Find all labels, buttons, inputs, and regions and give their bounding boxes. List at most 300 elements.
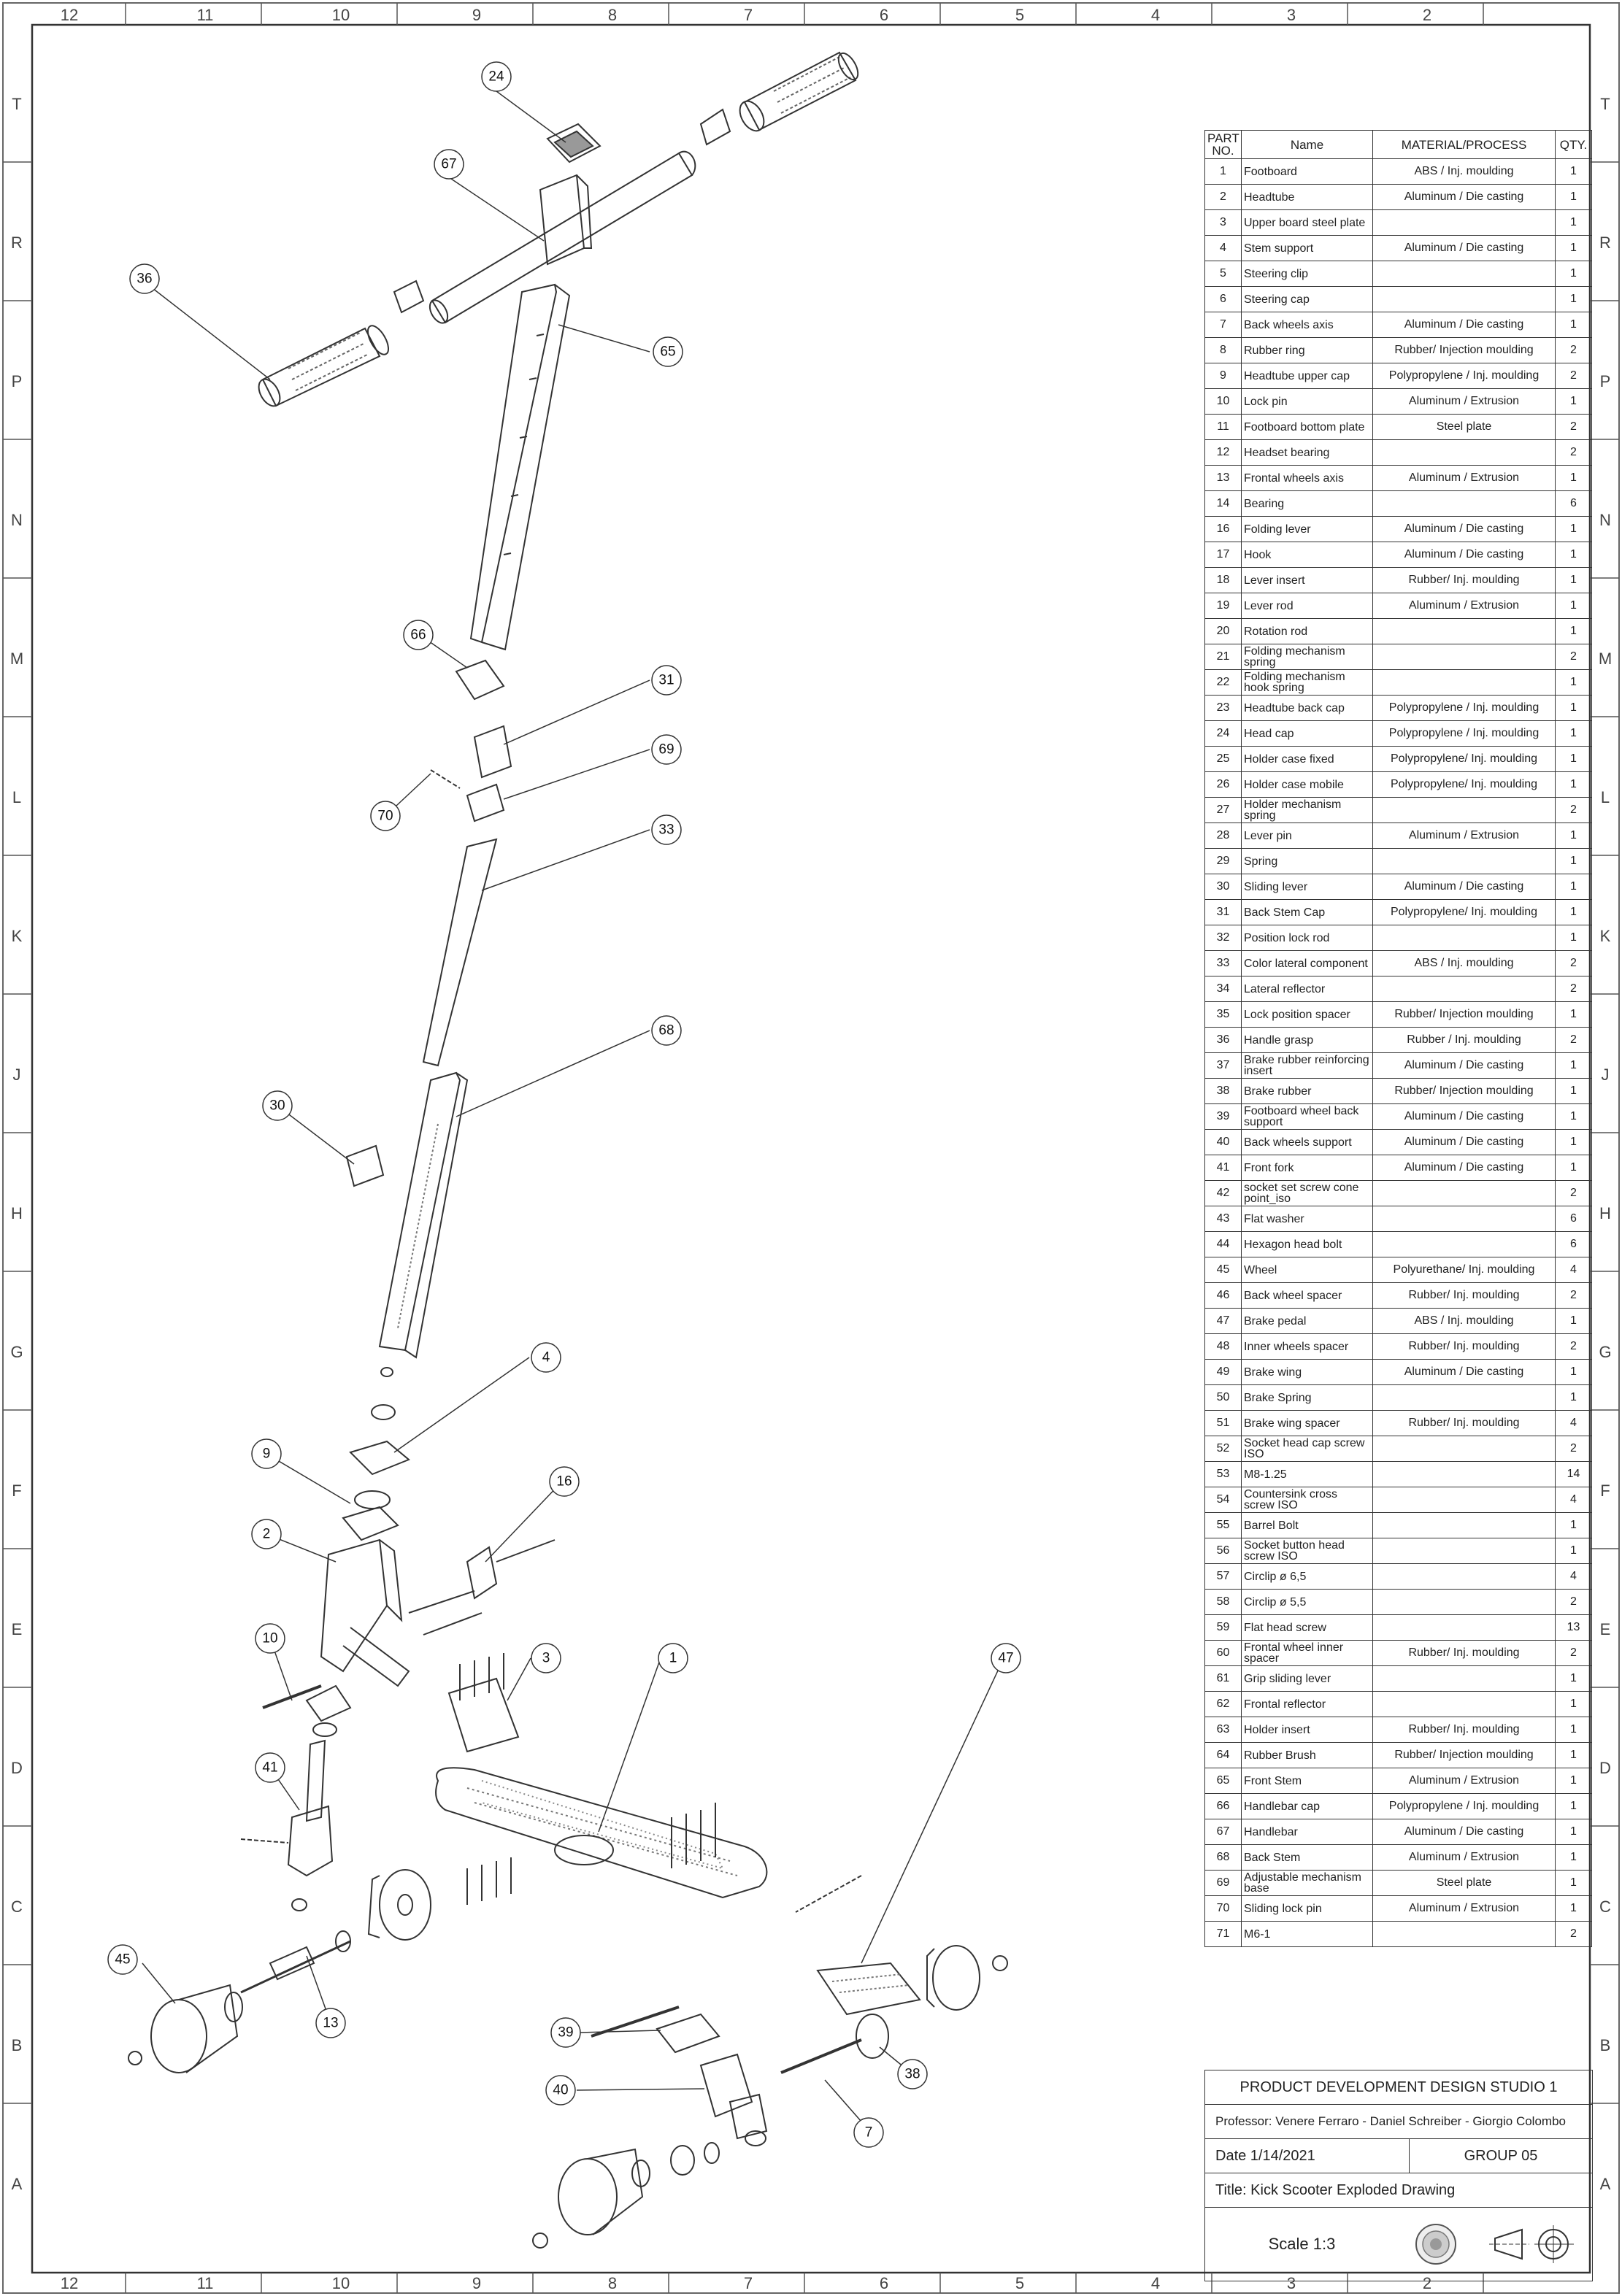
part-material: Aluminum / Die casting [1373,542,1556,568]
part-name: Headtube [1242,185,1373,210]
part-material: Rubber / Inj. moulding [1373,1028,1556,1053]
callout-66 [404,620,433,650]
zone-number-top: 5 [1015,6,1025,24]
callout-1 [658,1644,688,1673]
part-quantity: 1 [1556,1538,1592,1564]
material-header: MATERIAL/PROCESS [1373,131,1556,159]
part-quantity: 1 [1556,721,1592,747]
part-material: Polypropylene/ Inj. moulding [1373,900,1556,925]
projection-symbol-icon [1489,2222,1577,2266]
part-name: Circlip ø 5,5 [1242,1590,1373,1615]
part-material: Steel plate [1373,1871,1556,1896]
part-quantity: 1 [1556,1871,1592,1896]
part-quantity: 1 [1556,823,1592,849]
callout-13 [316,2008,345,2038]
part-name: Frontal wheels axis [1242,466,1373,491]
part-number: 31 [1205,900,1242,925]
part-number: 7 [1205,312,1242,338]
zone-letter-right: K [1599,927,1611,945]
bom-row [1205,1309,1592,1334]
zone-number-top: 11 [196,6,214,24]
bom-row [1205,1104,1592,1130]
part-number: 1 [1205,159,1242,185]
part-name: Sliding lock pin [1242,1896,1373,1922]
part-number: 43 [1205,1206,1242,1232]
bom-row [1205,568,1592,593]
part-name: Folding mechanism hook spring [1242,670,1373,696]
part-quantity: 13 [1556,1615,1592,1641]
part-quantity: 6 [1556,491,1592,517]
part-material: Polypropylene / Inj. moulding [1373,696,1556,721]
part-quantity: 1 [1556,312,1592,338]
professors-text: Professor: Venere Ferraro - Daniel Schreiber - Giorgio Colombo [1215,2114,1566,2128]
part-number: 50 [1205,1385,1242,1411]
part-name: Footboard bottom plate [1242,415,1373,440]
part-quantity: 4 [1556,1564,1592,1590]
part-number: 32 [1205,925,1242,951]
part-number: 19 [1205,593,1242,619]
bom-row [1205,440,1592,466]
bom-row [1205,1768,1592,1794]
part-name: Lever pin [1242,823,1373,849]
part-number: 60 [1205,1641,1242,1666]
part-name: Spring [1242,849,1373,874]
part-material [1373,619,1556,644]
zone-number-bottom: 4 [1150,2274,1161,2292]
callout-label: 69 [658,741,674,758]
bom-row [1205,389,1592,415]
bom-row [1205,951,1592,976]
part-material: Rubber/ Injection moulding [1373,1079,1556,1104]
part-material: Aluminum / Extrusion [1373,593,1556,619]
front-fork-part [241,1741,332,1911]
part-quantity: 1 [1556,1666,1592,1692]
part-number: 66 [1205,1794,1242,1819]
zone-letter-right: J [1601,1066,1610,1084]
part-material: Aluminum / Die casting [1373,1155,1556,1181]
zone-letter-left: G [10,1343,23,1361]
callout-label: 47 [998,1650,1014,1666]
callout-label: 7 [864,2124,873,2141]
studio-row [1205,2070,1592,2105]
part-number: 52 [1205,1436,1242,1462]
bom-row [1205,1896,1592,1922]
part-number: 69 [1205,1871,1242,1896]
part-number: 38 [1205,1079,1242,1104]
callout-65 [653,337,683,366]
part-quantity: 2 [1556,1436,1592,1462]
part-name: Headtube upper cap [1242,363,1373,389]
zone-letter-right: D [1599,1759,1611,1777]
lateral-component-part [423,839,496,1066]
bom-row [1205,1717,1592,1743]
bom-row [1205,1053,1592,1079]
part-quantity: 1 [1556,1053,1592,1079]
part-name: Back wheels support [1242,1130,1373,1155]
zone-number-bottom: 10 [331,2274,350,2292]
part-number: 27 [1205,798,1242,823]
zone-letter-left: R [11,234,23,252]
group-cell [1410,2139,1592,2173]
zone-letter-left: D [11,1759,23,1777]
part-name: Back Stem [1242,1845,1373,1871]
bom-row [1205,1794,1592,1819]
callout-30 [263,1091,292,1120]
part-material: Rubber/ Injection moulding [1373,1002,1556,1028]
bom-row [1205,1513,1592,1538]
zone-number-top: 4 [1150,6,1161,24]
part-number: 17 [1205,542,1242,568]
callout-label: 67 [441,156,457,172]
part-quantity: 1 [1556,849,1592,874]
part-number: 35 [1205,1002,1242,1028]
part-number: 58 [1205,1590,1242,1615]
bom-row [1205,1462,1592,1487]
part-material [1373,1538,1556,1564]
part-quantity: 2 [1556,951,1592,976]
part-name: Rubber ring [1242,338,1373,363]
stem-head-part [540,175,584,264]
part-name: Head cap [1242,721,1373,747]
part-number: 70 [1205,1896,1242,1922]
part-no-header: PART NO. [1205,131,1242,159]
bom-row [1205,1871,1592,1896]
part-name: Lock position spacer [1242,1002,1373,1028]
part-material: Aluminum / Die casting [1373,1053,1556,1079]
part-quantity: 1 [1556,1309,1592,1334]
callout-36 [130,264,159,293]
zone-letter-left: K [11,927,23,945]
scale-row [1205,2208,1592,2281]
part-name: Adjustable mechanism base [1242,1871,1373,1896]
callout-4 [531,1343,561,1372]
zone-number-top: 8 [607,6,618,24]
part-number: 33 [1205,951,1242,976]
part-material [1373,976,1556,1002]
part-quantity: 1 [1556,1896,1592,1922]
bom-row [1205,593,1592,619]
part-quantity: 2 [1556,1334,1592,1360]
part-number: 11 [1205,415,1242,440]
part-quantity: 1 [1556,1513,1592,1538]
zone-letter-left: A [11,2175,23,2193]
part-material [1373,440,1556,466]
part-quantity: 1 [1556,1002,1592,1028]
bom-row [1205,1206,1592,1232]
zone-letter-left: L [12,788,22,806]
part-quantity: 1 [1556,670,1592,696]
bom-row [1205,849,1592,874]
part-number: 40 [1205,1130,1242,1155]
callout-label: 31 [658,672,674,688]
part-number: 61 [1205,1666,1242,1692]
bom-row [1205,517,1592,542]
part-name: Footboard [1242,159,1373,185]
part-quantity: 1 [1556,1104,1592,1130]
bill-of-materials [1204,130,1592,1947]
date-group-row [1205,2139,1592,2173]
part-material: Aluminum / Die casting [1373,236,1556,261]
part-name: socket set screw cone point_iso [1242,1181,1373,1206]
zone-number-bottom: 3 [1286,2274,1296,2292]
callout-3 [531,1644,561,1673]
part-name: Headset bearing [1242,440,1373,466]
zone-number-bottom: 7 [743,2274,753,2292]
zone-letter-right: E [1599,1620,1611,1638]
part-material: Aluminum / Die casting [1373,517,1556,542]
part-material [1373,1564,1556,1590]
bom-row [1205,1564,1592,1590]
part-quantity: 2 [1556,1028,1592,1053]
part-number: 28 [1205,823,1242,849]
zone-letter-left: M [9,650,24,668]
part-material: Aluminum / Die casting [1373,1130,1556,1155]
part-quantity: 1 [1556,1768,1592,1794]
part-number: 18 [1205,568,1242,593]
bom-row [1205,542,1592,568]
bom-row [1205,210,1592,236]
part-number: 59 [1205,1615,1242,1641]
part-quantity: 2 [1556,415,1592,440]
bom-row [1205,1385,1592,1411]
part-quantity: 1 [1556,210,1592,236]
part-name: Frontal wheel inner spacer [1242,1641,1373,1666]
part-quantity: 1 [1556,1794,1592,1819]
zone-number-bottom: 11 [196,2274,214,2292]
callout-67 [434,150,464,179]
part-number: 37 [1205,1053,1242,1079]
part-name: Socket button head screw ISO [1242,1538,1373,1564]
bom-row [1205,415,1592,440]
part-material [1373,925,1556,951]
callout-label: 13 [323,2015,339,2031]
part-material: Rubber/ Inj. moulding [1373,568,1556,593]
part-quantity: 1 [1556,185,1592,210]
zone-letter-left: T [12,95,22,113]
callout-69 [652,735,681,764]
callout-label: 4 [542,1349,550,1365]
part-material: Aluminum / Extrusion [1373,466,1556,491]
part-material: Polypropylene / Inj. moulding [1373,363,1556,389]
part-material: Polypropylene/ Inj. moulding [1373,772,1556,798]
part-number: 54 [1205,1487,1242,1513]
part-material [1373,798,1556,823]
callout-label: 39 [558,2025,574,2041]
part-material [1373,1666,1556,1692]
part-name: Holder mechanism spring [1242,798,1373,823]
part-quantity: 1 [1556,517,1592,542]
part-material [1373,1615,1556,1641]
part-name: Color lateral component [1242,951,1373,976]
callout-label: 68 [658,1022,674,1039]
part-quantity: 2 [1556,440,1592,466]
part-name: Holder insert [1242,1717,1373,1743]
part-material: Aluminum / Extrusion [1373,1845,1556,1871]
part-number: 13 [1205,466,1242,491]
bom-row [1205,772,1592,798]
brake-pedal-part [818,1963,920,2014]
bom-row [1205,925,1592,951]
part-name: Rubber Brush [1242,1743,1373,1768]
part-name: Holder case mobile [1242,772,1373,798]
bom-row [1205,1819,1592,1845]
part-quantity: 1 [1556,1385,1592,1411]
university-seal-icon [1414,2222,1458,2266]
lever-rod [496,1540,555,1562]
part-number: 44 [1205,1232,1242,1257]
zone-letter-right: C [1599,1898,1611,1916]
title-row [1205,2173,1592,2208]
callout-33 [652,815,681,844]
part-material: Polyurethane/ Inj. moulding [1373,1257,1556,1283]
part-name: Hexagon head bolt [1242,1232,1373,1257]
part-number: 49 [1205,1360,1242,1385]
part-quantity: 2 [1556,1922,1592,1947]
callout-label: 9 [262,1446,271,1462]
part-material [1373,491,1556,517]
zone-letter-right: R [1599,234,1611,252]
part-material [1373,1436,1556,1462]
part-number: 34 [1205,976,1242,1002]
zone-letter-right: M [1598,650,1613,668]
part-quantity: 1 [1556,1360,1592,1385]
bom-row [1205,1360,1592,1385]
part-quantity: 1 [1556,619,1592,644]
part-material: Aluminum / Extrusion [1373,389,1556,415]
part-number: 71 [1205,1922,1242,1947]
studio-name: PRODUCT DEVELOPMENT DESIGN STUDIO 1 [1239,2079,1558,2095]
bom-row [1205,466,1592,491]
part-material [1373,261,1556,287]
part-name: Lock pin [1242,389,1373,415]
zone-letter-right: B [1599,2036,1611,2054]
part-quantity: 1 [1556,287,1592,312]
part-quantity: 2 [1556,644,1592,670]
part-name: Folding mechanism spring [1242,644,1373,670]
mechanism-base-part [467,785,504,821]
part-material: Rubber/ Inj. moulding [1373,1283,1556,1309]
zone-letter-right: P [1599,372,1611,390]
part-number: 45 [1205,1257,1242,1283]
part-material [1373,670,1556,696]
group-text: GROUP 05 [1464,2147,1538,2164]
part-quantity: 1 [1556,159,1592,185]
handle-grip-right [394,50,862,312]
bom-row [1205,721,1592,747]
bom-row [1205,287,1592,312]
part-name: Holder case fixed [1242,747,1373,772]
bom-row [1205,491,1592,517]
part-name: Headtube back cap [1242,696,1373,721]
part-material [1373,1206,1556,1232]
callout-9 [252,1439,281,1468]
footboard-part [436,1768,766,1898]
part-number: 8 [1205,338,1242,363]
bom-row [1205,619,1592,644]
part-name: Brake pedal [1242,1309,1373,1334]
bom-row [1205,1411,1592,1436]
part-material: ABS / Inj. moulding [1373,159,1556,185]
part-number: 48 [1205,1334,1242,1360]
part-number: 41 [1205,1155,1242,1181]
zone-letter-right: H [1599,1204,1611,1222]
part-quantity: 2 [1556,363,1592,389]
part-quantity: 2 [1556,1590,1592,1615]
part-name: Grip sliding lever [1242,1666,1373,1692]
part-name: Brake wing spacer [1242,1411,1373,1436]
part-name: Position lock rod [1242,925,1373,951]
callout-label: 10 [262,1630,278,1646]
part-number: 39 [1205,1104,1242,1130]
part-material: ABS / Inj. moulding [1373,1309,1556,1334]
part-material: Aluminum / Die casting [1373,1819,1556,1845]
bom-row [1205,159,1592,185]
professors-row [1205,2105,1592,2139]
part-number: 63 [1205,1717,1242,1743]
part-name: Stem support [1242,236,1373,261]
bom-row [1205,1641,1592,1666]
zone-number-top: 10 [331,6,350,24]
part-quantity: 14 [1556,1462,1592,1487]
part-quantity: 1 [1556,542,1592,568]
part-material [1373,1462,1556,1487]
bom-row [1205,900,1592,925]
part-quantity: 1 [1556,925,1592,951]
zone-number-top: 9 [472,6,482,24]
part-material: Polypropylene/ Inj. moulding [1373,747,1556,772]
part-number: 56 [1205,1538,1242,1564]
callout-label: 30 [269,1098,285,1114]
part-name: Lever insert [1242,568,1373,593]
part-number: 9 [1205,363,1242,389]
part-material [1373,1232,1556,1257]
part-quantity: 1 [1556,1743,1592,1768]
part-number: 6 [1205,287,1242,312]
part-number: 4 [1205,236,1242,261]
bom-row [1205,236,1592,261]
callout-label: 45 [115,1952,131,1968]
part-number: 67 [1205,1819,1242,1845]
part-name: Brake rubber reinforcing insert [1242,1053,1373,1079]
handlebar-cap-part [456,660,504,699]
front-wheel-assembly [128,1870,431,2073]
part-name: Steering clip [1242,261,1373,287]
part-quantity: 2 [1556,1181,1592,1206]
zone-number-top: 6 [879,6,889,24]
callout-label: 70 [377,808,393,824]
bom-row [1205,1743,1592,1768]
part-material: Aluminum / Die casting [1373,874,1556,900]
zone-number-bottom: 2 [1422,2274,1432,2292]
part-quantity: 2 [1556,1641,1592,1666]
callout-label: 66 [410,627,426,643]
part-material [1373,1385,1556,1411]
callout-70 [371,801,400,831]
bom-row [1205,1845,1592,1871]
part-number: 21 [1205,644,1242,670]
bom-row [1205,1181,1592,1206]
zone-letter-left: P [11,372,23,390]
callout-7 [854,2118,883,2147]
part-number: 25 [1205,747,1242,772]
bom-row [1205,798,1592,823]
back-stem-cap-part [474,726,511,777]
part-name: M6-1 [1242,1922,1373,1947]
part-name: Handle grasp [1242,1028,1373,1053]
part-name: Upper board steel plate [1242,210,1373,236]
part-number: 23 [1205,696,1242,721]
part-name: Handlebar [1242,1819,1373,1845]
